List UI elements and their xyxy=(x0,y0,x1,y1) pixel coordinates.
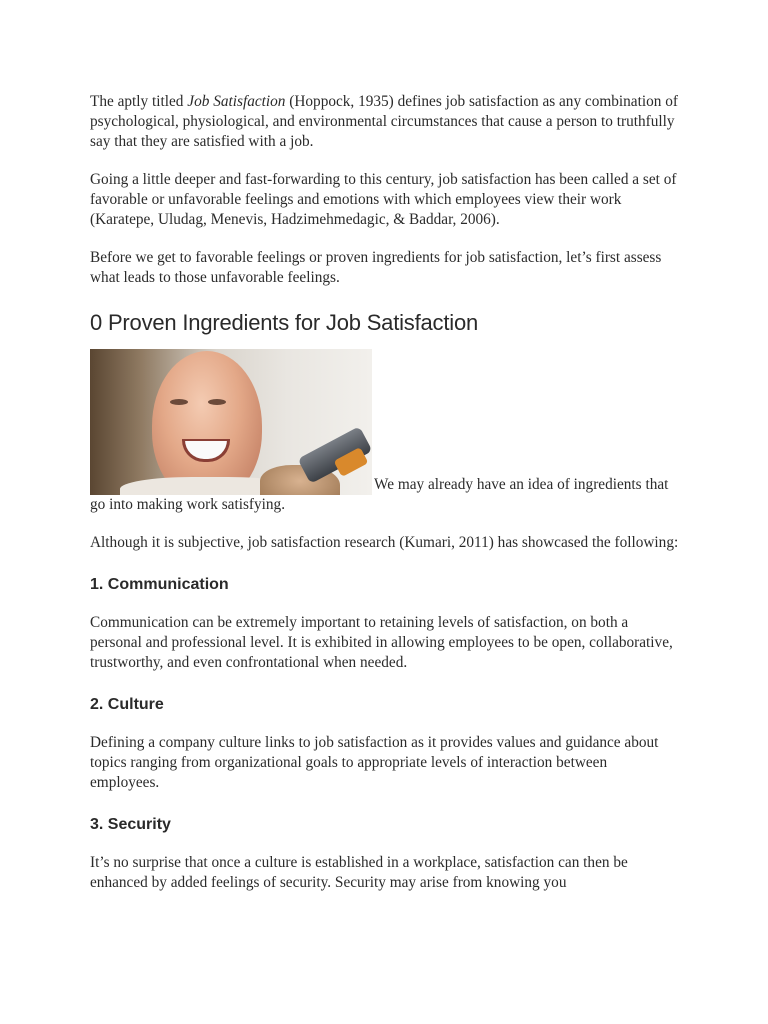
photo-eye-right xyxy=(208,399,226,405)
intro-text-end: (Hoppock, 1935) defines job satisfaction as any combination of psychological, physiological, and environmental circumstances that cause a person to truthfully say that they are satisfied with a job. xyxy=(90,93,678,150)
intro-paragraph-2: Going a little deeper and fast-forwarding to this century, job satisfaction has been called a set of favorable or unfavorable feelings and emotions with which employees view their work (Karatepe, Uludag, Menevis, Hadzimehmedagic, & Baddar, 2006). xyxy=(90,171,677,228)
item-text-security: It’s no surprise that once a culture is established in a workplace, satisfaction can then be enhanced by added feelings of security. Security may arise from knowing you xyxy=(90,854,628,891)
item-heading-communication: 1. Communication xyxy=(90,576,229,593)
image-caption-text: We may already have an idea of ingredients that go into making work satisfying. xyxy=(90,476,669,513)
intro-paragraph-3: Before we get to favorable feelings or proven ingredients for job satisfaction, let’s first assess what leads to those unfavorable feelings. xyxy=(90,249,662,286)
book-title: Job Satisfaction xyxy=(187,93,286,110)
article-body xyxy=(90,92,680,893)
photo-face xyxy=(152,351,262,495)
photo-eye-left xyxy=(170,399,188,405)
section-heading: 0 Proven Ingredients for Job Satisfaction xyxy=(90,310,479,335)
item-heading-security: 3. Security xyxy=(90,816,171,833)
image-paragraph xyxy=(90,349,680,515)
smiling-worker-photo xyxy=(90,349,372,495)
intro-paragraph-1 xyxy=(90,92,680,152)
intro-text-start: The aptly titled xyxy=(90,93,188,110)
item-heading-culture: 2. Culture xyxy=(90,696,164,713)
research-paragraph: Although it is subjective, job satisfaction research (Kumari, 2011) has showcased the following: xyxy=(90,534,679,551)
item-text-culture: Defining a company culture links to job satisfaction as it provides values and guidance about topics ranging from organizational goals to appropriate levels of interaction between employees. xyxy=(90,734,659,791)
item-text-communication: Communication can be extremely important to retaining levels of satisfaction, on both a personal and professional level. It is exhibited in allowing employees to be open, collaborative, trustworthy, and even confrontational when needed. xyxy=(90,614,673,671)
